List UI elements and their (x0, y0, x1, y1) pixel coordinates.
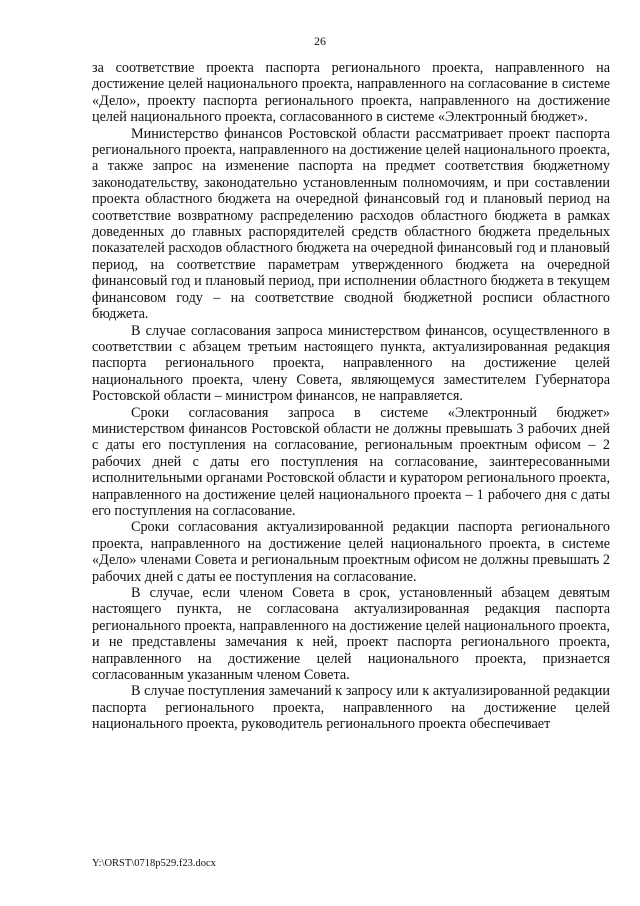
paragraph-electronic-budget-deadlines: Сроки согласования запроса в системе «Электронный бюджет» министерством финансов Ростовской области не должны превышать 3 рабочих дней с даты его поступления на согласование, региональным проектным офисом – 2 рабочих дней с даты его поступления на согласование, заинтересованными исполнительными органами Ростовской области и куратором регионального проекта, направленного на достижение целей национального проекта – 1 рабочего дня с даты его поступления на согласование. (92, 404, 610, 519)
paragraph-delo-deadlines: Сроки согласования актуализированной редакции паспорта регионального проекта, направленного на достижение целей национального проекта, в системе «Дело» членами Совета и региональным проектным офисом не должны превышать 2 рабочих дней с даты ее поступления на согласование. (92, 519, 610, 585)
footer-file-path: Y:\ORST\0718p529.f23.docx (92, 858, 216, 869)
paragraph-ministry-review: Министерство финансов Ростовской области рассматривает проект паспорта регионального проекта, направленного на достижение целей национального проекта, а также запрос на изменение паспорта на предмет соответствия бюджетному законодательству, законодательно установленным полномочиям, и при составлении проекта областного бюджета на очередной финансовый год и плановый период на соответствие возвратному распределению расходов областного бюджета в рамках доведенных до главных распорядителей средств областного бюджета предельных показателей расходов областного бюджета на очередной финансовый год и плановый период, на соответствие параметрам утвержденного бюджета на очередной финансовый год и плановый период, при исполнении областного бюджета в текущем финансовом году – на соответствие сводной бюджетной росписи областного бюджета. (92, 125, 610, 323)
page-number: 26 (314, 34, 326, 48)
paragraph-approval-case: В случае согласования запроса министерством финансов, осуществленного в соответствии с абзацем третьим настоящего пункта, актуализированная редакция паспорта регионального проекта, направленного на достижение целей национального проекта, члену Совета, являющемуся заместителем Губернатора Ростовской области – министром финансов, не направляется. (92, 322, 610, 405)
paragraph-remarks: В случае поступления замечаний к запросу или к актуализированной редакции паспорта регионального проекта, направленного на достижение целей национального проекта, руководитель регионального проекта обеспечивает (92, 683, 610, 733)
paragraph-continuation: за соответствие проекта паспорта регионального проекта, направленного на достижение целей национального проекта, направленного на согласование в системе «Дело», проекту паспорта регионального проекта, направленного на достижение целей национального проекта, согласованного в системе «Электронный бюджет». (92, 60, 610, 126)
paragraph-deemed-approved: В случае, если членом Совета в срок, установленный абзацем девятым настоящего пункта, не согласована актуализированная редакция паспорта регионального проекта, направленного на достижение целей национального проекта, и не представлены замечания к ней, проект паспорта регионального проекта, направленного на достижение целей национального проекта, признается согласованным указанным членом Совета. (92, 585, 610, 684)
body-text (92, 60, 610, 733)
